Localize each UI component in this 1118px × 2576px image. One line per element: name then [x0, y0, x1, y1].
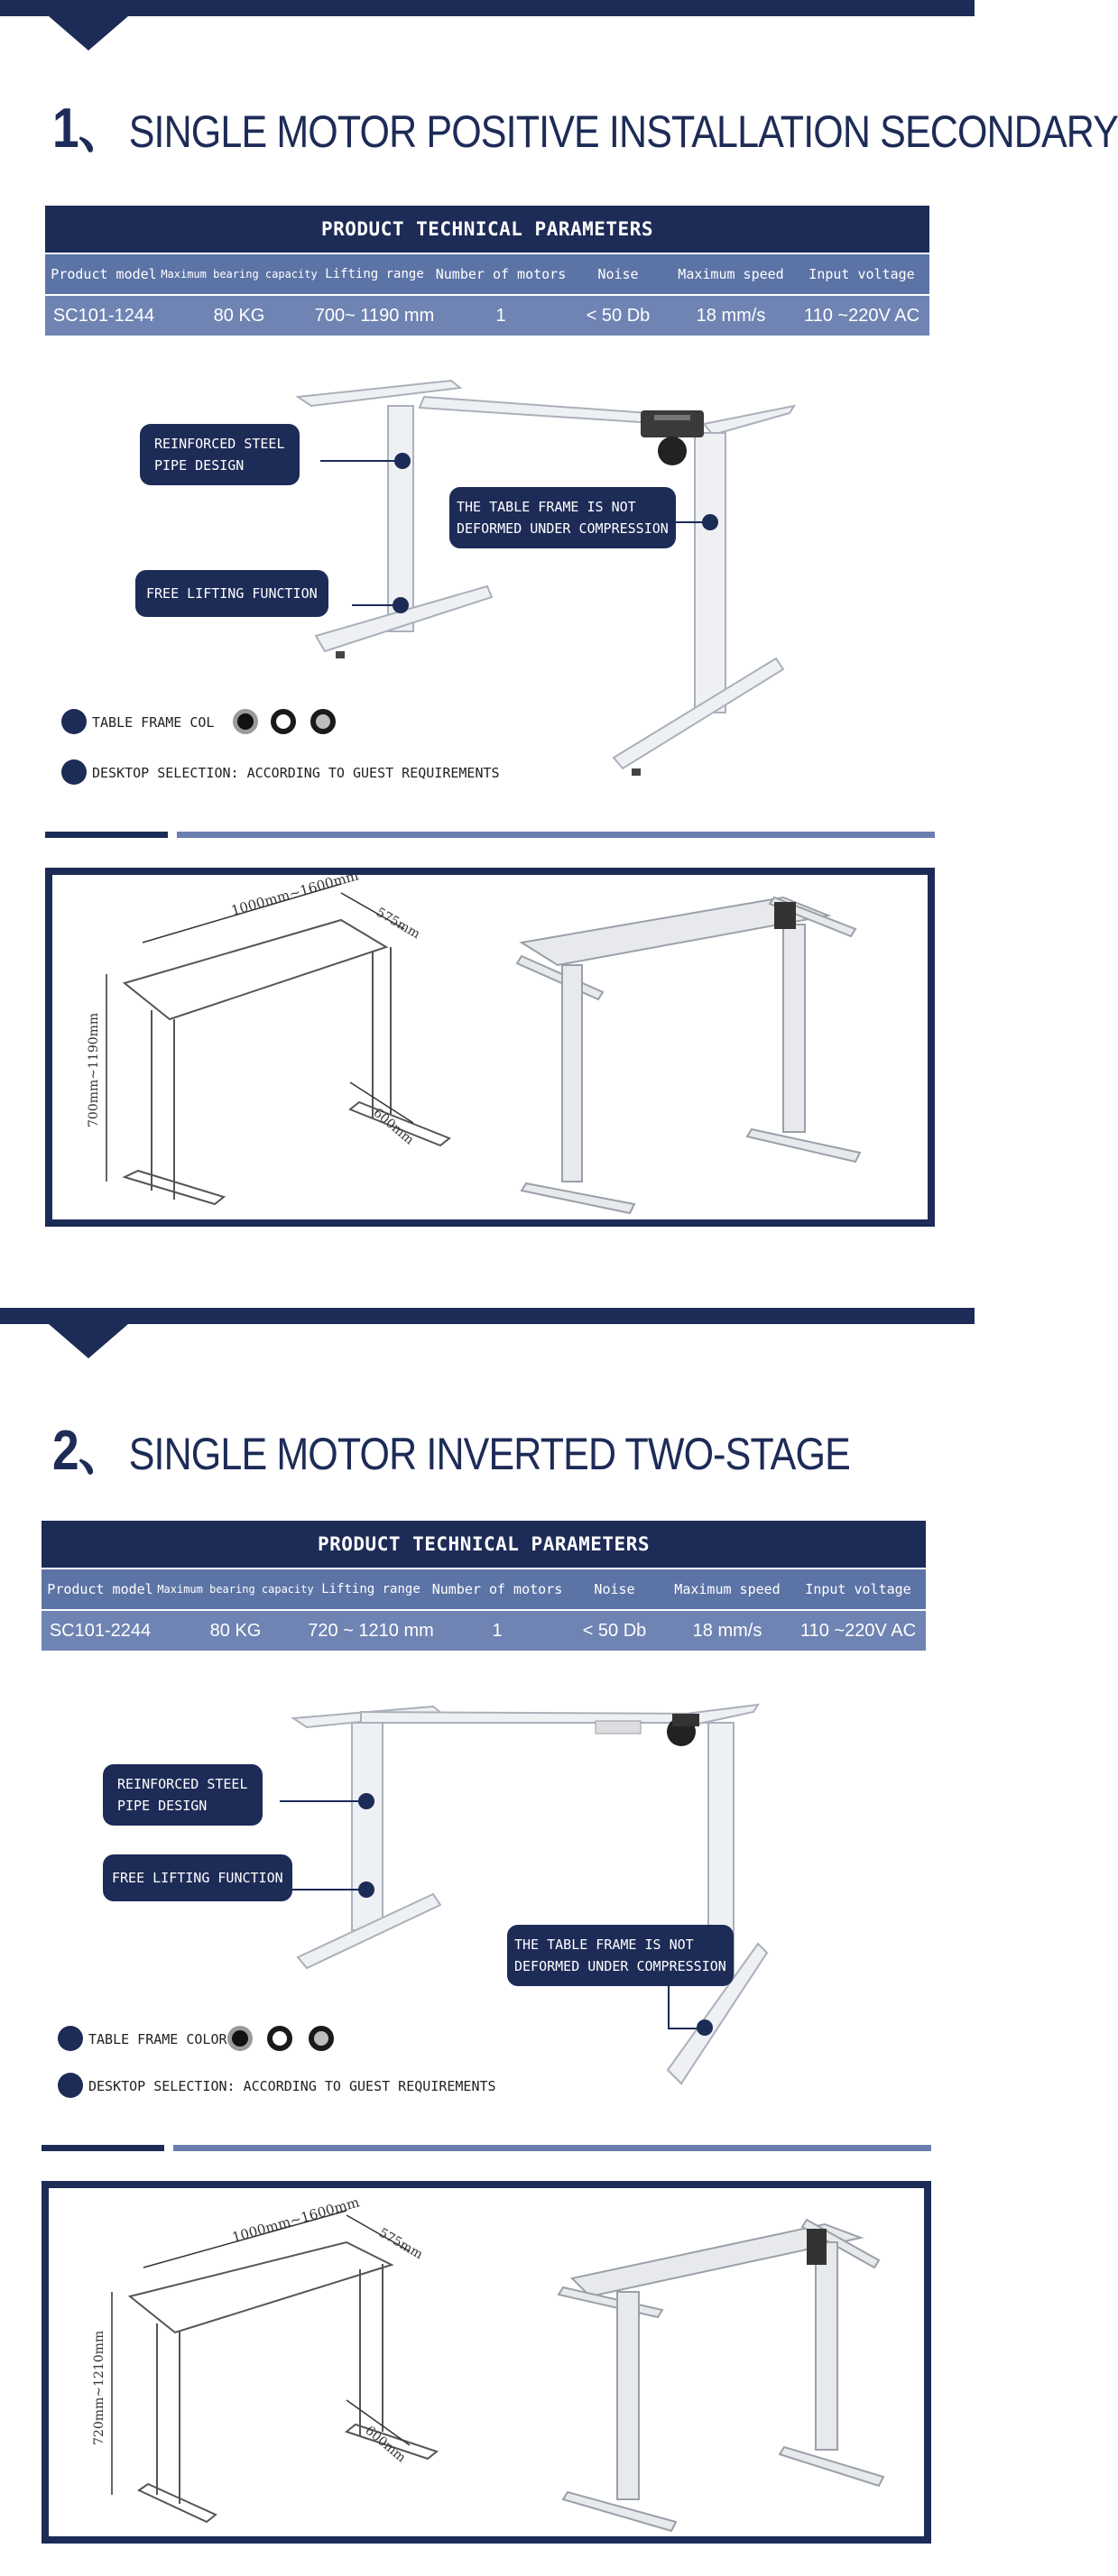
dim-foot-label: 600mm: [362, 2423, 409, 2466]
val-max-bearing: 80 KG: [209, 1620, 262, 1641]
col-number-of-motors: Number of motors: [435, 266, 567, 282]
section-1-divider-light: [177, 832, 935, 838]
callout-steel-pipe-line-1: REINFORCED STEEL: [154, 436, 285, 452]
dim-height-label: 700mm~1190mm: [87, 1012, 101, 1127]
section-1-title-text: SINGLE MOTOR POSITIVE INSTALLATION SECONDARY: [128, 106, 1118, 157]
callout-2-connector: [283, 1889, 365, 1891]
val-product-model: SC101-2244: [49, 1620, 152, 1641]
val-number-of-motors: 1: [495, 305, 506, 326]
swatch-white[interactable]: [267, 2026, 292, 2051]
col-noise: Noise: [597, 266, 639, 282]
section-1-title: [52, 83, 1118, 163]
legend-desktop-dot: [58, 2073, 83, 2098]
col-product-model: Product model: [47, 1581, 153, 1597]
col-max-bearing: Maximum bearing capacity: [157, 1583, 314, 1596]
table-value-row: [45, 294, 929, 336]
legend-desktop-label: DESKTOP SELECTION: ACCORDING TO GUEST REQUIREMENTS: [92, 765, 500, 781]
col-max-speed: Maximum speed: [678, 266, 784, 282]
callout-steel-pipe-line-2: PIPE DESIGN: [117, 1798, 208, 1814]
callout-free-lifting-text: FREE LIFTING FUNCTION: [146, 585, 318, 602]
callout-1-connector: [280, 1800, 365, 1802]
section-2-dimension-drawing: [49, 2188, 924, 2536]
section-1-divider-dark: [45, 832, 168, 838]
val-noise: < 50 Db: [586, 305, 651, 326]
dim-depth-label: 575mm: [374, 905, 423, 943]
col-max-speed: Maximum speed: [674, 1581, 781, 1597]
dim-foot-label: 600mm: [370, 1105, 417, 1148]
legend-color-dot: [58, 2026, 83, 2051]
legend-desktop-dot: [61, 759, 87, 785]
section-1-parameters-table: [45, 206, 929, 336]
val-product-model: SC101-1244: [52, 305, 155, 326]
callout-2-connector: [352, 604, 397, 606]
section-2-title-text: SINGLE MOTOR INVERTED TWO-STAGE: [128, 1429, 850, 1479]
callout-1-dot: [358, 1793, 374, 1809]
swatch-black[interactable]: [233, 709, 258, 734]
val-lifting-range: 720 ~ 1210 mm: [308, 1620, 434, 1641]
callout-1-dot: [394, 453, 411, 469]
callout-table-frame-line-1: THE TABLE FRAME IS NOT: [514, 1937, 694, 1953]
callout-table-frame-line-2: DEFORMED UNDER COMPRESSION: [514, 1958, 726, 1974]
val-input-voltage: 110 ~220V AC: [803, 305, 920, 326]
col-number-of-motors: Number of motors: [431, 1581, 563, 1597]
legend-desktop-label: DESKTOP SELECTION: ACCORDING TO GUEST REQUIREMENTS: [88, 2078, 496, 2094]
section-2-divider-dark: [42, 2145, 164, 2151]
dim-width-label: 1000mm~1600mm: [229, 867, 361, 919]
section-2-number: 2、: [52, 1420, 126, 1482]
section-2-notch: [49, 1324, 128, 1358]
table-header: PRODUCT TECHNICAL PARAMETERS: [42, 1521, 926, 1568]
callout-steel-pipe: [103, 1764, 263, 1826]
col-input-voltage: Input voltage: [808, 266, 915, 282]
dim-height-label: 720mm~1210mm: [92, 2330, 106, 2445]
swatch-white[interactable]: [271, 709, 296, 734]
callout-2-dot: [393, 597, 409, 613]
section-1-number: 1、: [52, 97, 126, 160]
section-2-divider-light: [173, 2145, 931, 2151]
callout-free-lifting-text: FREE LIFTING FUNCTION: [112, 1870, 283, 1886]
col-noise: Noise: [594, 1581, 635, 1597]
dim-depth-label: 575mm: [376, 2225, 426, 2263]
callout-steel-pipe-line-1: REINFORCED STEEL: [117, 1776, 248, 1792]
swatch-grey[interactable]: [310, 709, 336, 734]
section-2-top-bar: [0, 1308, 975, 1324]
val-max-speed: 18 mm/s: [696, 305, 766, 326]
val-number-of-motors: 1: [492, 1620, 503, 1641]
val-input-voltage: 110 ~220V AC: [799, 1620, 917, 1641]
callout-free-lifting: [135, 570, 328, 617]
callout-free-lifting: [103, 1854, 292, 1901]
callout-3-connector: [668, 1981, 670, 2028]
table-label-row: [45, 253, 929, 294]
section-1-notch: [49, 16, 128, 51]
legend-color-label: TABLE FRAME COL: [92, 714, 215, 731]
col-lifting-range: Lifting range: [325, 267, 424, 281]
swatch-black[interactable]: [227, 2026, 253, 2051]
section-2-parameters-table: [42, 1521, 926, 1651]
table-label-row: [42, 1568, 926, 1609]
col-input-voltage: Input voltage: [805, 1581, 911, 1597]
callout-steel-pipe: [140, 424, 300, 485]
col-lifting-range: Lifting range: [321, 1582, 420, 1596]
val-max-speed: 18 mm/s: [692, 1620, 762, 1641]
table-header: PRODUCT TECHNICAL PARAMETERS: [45, 206, 929, 253]
col-product-model: Product model: [51, 266, 157, 282]
val-noise: < 50 Db: [582, 1620, 647, 1641]
legend-color-label: TABLE FRAME COLOR: [88, 2031, 227, 2047]
section-1-top-bar: [0, 0, 975, 16]
callout-2-dot: [358, 1881, 374, 1898]
val-max-bearing: 80 KG: [213, 305, 265, 326]
val-lifting-range: 700~ 1190 mm: [314, 305, 435, 326]
callout-table-frame-line-1: THE TABLE FRAME IS NOT: [457, 499, 636, 515]
section-1-dimension-drawing: [52, 867, 928, 1219]
callout-table-frame-line-2: DEFORMED UNDER COMPRESSION: [457, 520, 669, 537]
swatch-grey[interactable]: [309, 2026, 334, 2051]
col-max-bearing: Maximum bearing capacity: [161, 268, 318, 281]
callout-1-connector: [320, 460, 402, 462]
section-2-title: [52, 1405, 850, 1486]
legend-color-dot: [61, 709, 87, 734]
table-value-row: [42, 1609, 926, 1651]
dim-width-label: 1000mm~1600mm: [230, 2194, 362, 2246]
callout-3-dot: [702, 514, 718, 530]
callout-table-frame: [507, 1925, 734, 1986]
callout-table-frame: [449, 487, 676, 548]
callout-steel-pipe-line-2: PIPE DESIGN: [154, 457, 245, 474]
callout-3-dot: [697, 2019, 713, 2036]
